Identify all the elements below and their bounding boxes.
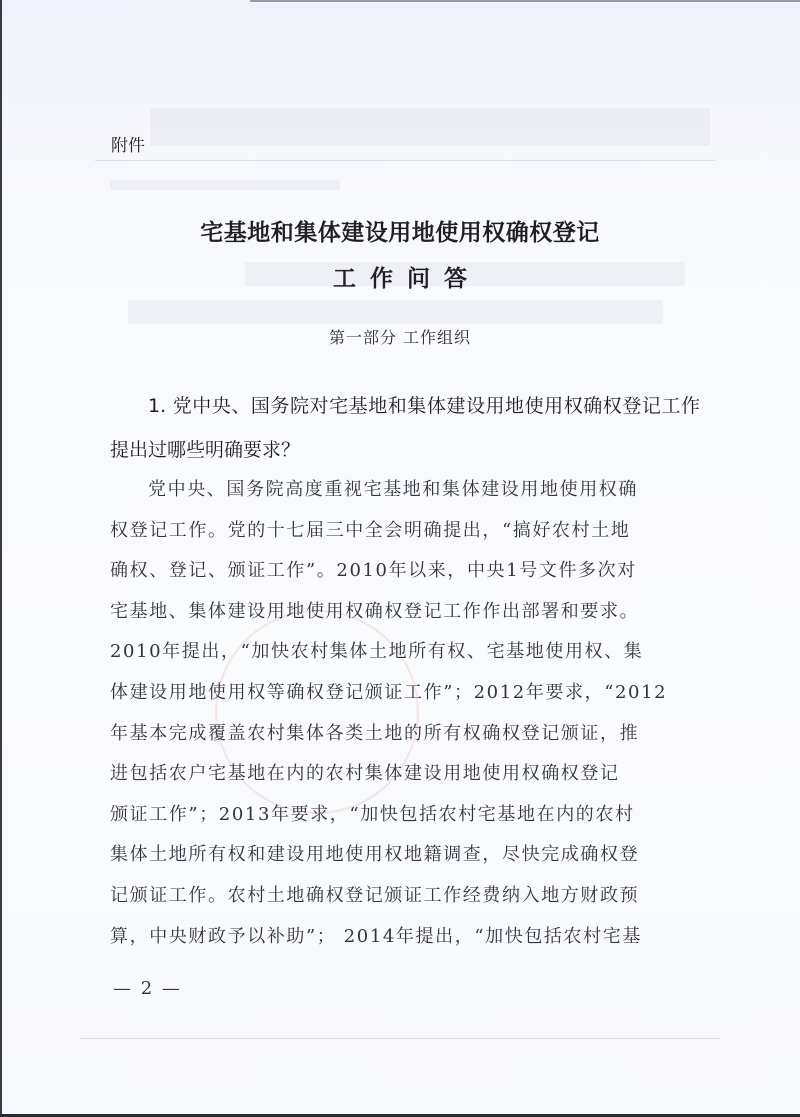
page-number: — 2 — — [113, 978, 182, 999]
section-heading: 第一部分 工作组织 — [328, 328, 472, 347]
body-line: 党中央、国务院高度重视宅基地和集体建设用地使用权确 — [148, 479, 638, 500]
bleed-through-rule — [80, 1038, 720, 1039]
body-line: 2010年提出，“加快农村集体土地所有权、宅基地使用权、集 — [110, 641, 644, 663]
body-line: 宅基地、集体建设用地使用权确权登记工作作出部署和要求。 — [110, 600, 640, 622]
answer-body — [110, 470, 700, 957]
body-line: 颁证工作”；2013年要求，“加快包括农村宅基地在内的农村 — [110, 803, 635, 825]
body-line: 权登记工作。党的十七届三中全会明确提出，“搞好农村土地 — [110, 519, 631, 541]
body-line: 记颁证工作。农村土地确权登记颁证工作经费纳入地方财政预 — [110, 884, 640, 906]
body-line: 算，中央财政予以补助”； 2014年提出，“加快包括农村宅基 — [110, 925, 642, 947]
attachment-label: 附件 — [111, 136, 145, 156]
document-title-line2: 工作问答 — [333, 265, 481, 292]
body-line: 确权、登记、颁证工作”。2010年以来，中央1号文件多次对 — [110, 560, 637, 582]
scan-edge-left — [0, 0, 2, 1117]
bleed-through-line — [110, 180, 340, 190]
bleed-through-line — [128, 300, 663, 324]
scan-edge-top — [250, 0, 800, 2]
body-line: 年基本完成覆盖农村集体各类土地的所有权确权登记颁证，推 — [110, 722, 640, 744]
document-title-line1: 宅基地和集体建设用地使用权确权登记 — [200, 219, 600, 246]
body-line: 集体土地所有权和建设用地使用权地籍调查，尽快完成确权登 — [110, 844, 640, 866]
question-heading: 1. 党中央、国务院对宅基地和集体建设用地使用权确权登记工作提出过哪些明确要求？ — [110, 395, 700, 461]
bleed-through-rule — [95, 160, 715, 161]
body-line: 体建设用地使用权等确权登记颁证工作”；2012年要求，“2012 — [110, 681, 668, 703]
body-line: 进包括农户宅基地在内的农村集体建设用地使用权确权登记 — [110, 763, 620, 785]
bleed-through-header — [150, 108, 710, 146]
